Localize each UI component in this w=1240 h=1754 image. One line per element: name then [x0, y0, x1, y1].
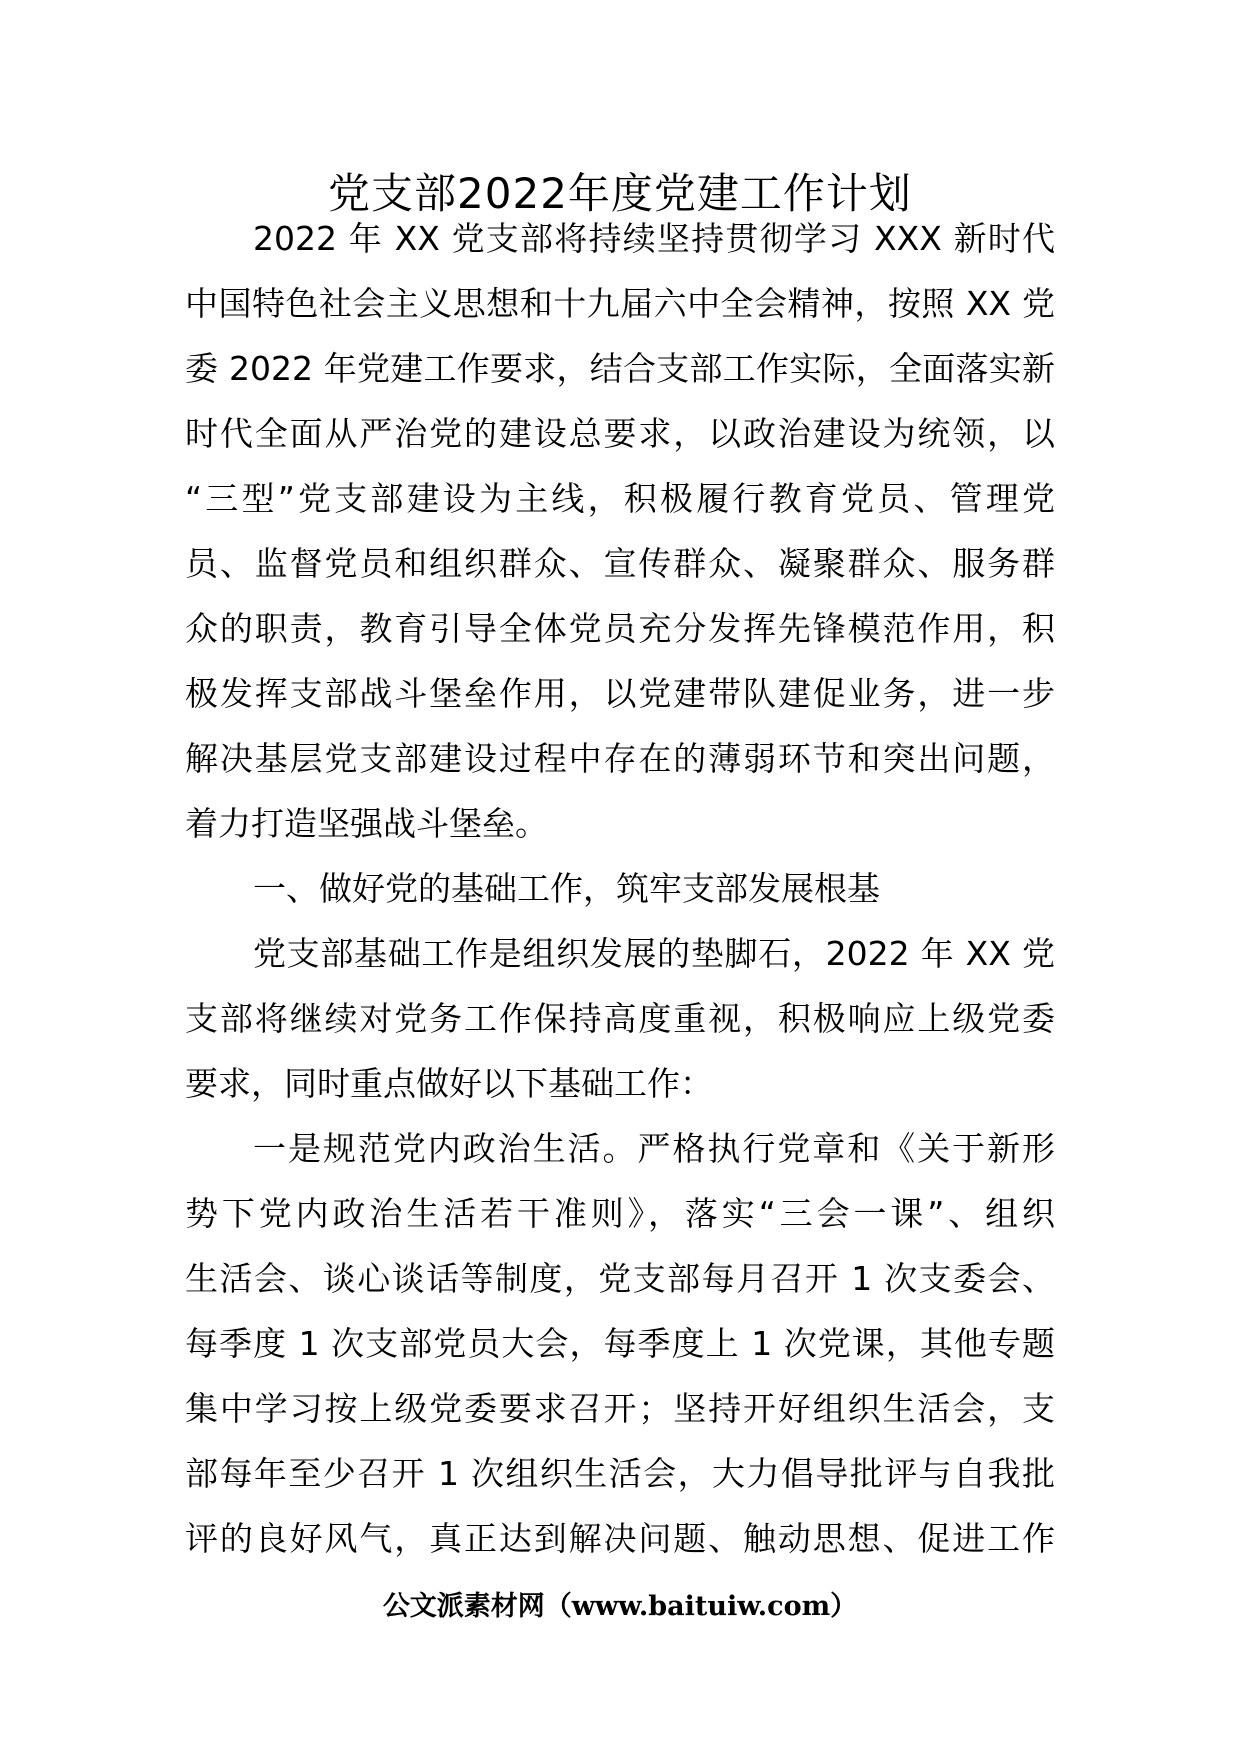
text-line: 极发挥支部战斗堡垒作用，以党建带队建促业务，进一步: [185, 674, 1055, 713]
text-line: 势下党内政治生活若干准则》，落实“三会一课”、组织: [185, 1194, 1055, 1233]
document-title: 党支部2022年度党建工作计划: [328, 169, 912, 218]
text-line: 部每年至少召开 1 次组织生活会，大力倡导批评与自我批: [185, 1454, 1055, 1493]
text-line: 员、监督党员和组织群众、宣传群众、凝聚群众、服务群: [185, 544, 1055, 583]
paragraph-political-life: [185, 1116, 1055, 1571]
paragraph-intro: [185, 206, 1055, 856]
text-line: 生活会、谈心谈话等制度，党支部每月召开 1 次支委会、: [185, 1259, 1055, 1298]
text-line: 党支部基础工作是组织发展的垫脚石，2022 年 XX 党: [253, 934, 1055, 973]
text-line: “三型”党支部建设为主线，积极履行教育党员、管理党: [185, 479, 1055, 518]
text-line: 评的良好风气，真正达到解决问题、触动思想、促进工作: [185, 1519, 1055, 1558]
text-line: 每季度 1 次支部党员大会，每季度上 1 次党课，其他专题: [185, 1324, 1055, 1363]
paragraph-foundation: [185, 921, 1055, 1116]
section-heading: [185, 856, 1055, 921]
text-line: 2022 年 XX 党支部将持续坚持贯彻学习 XXX 新时代: [253, 219, 1055, 258]
text-line: 着力打造坚强战斗堡垒。: [185, 804, 548, 843]
text-line: 中国特色社会主义思想和十九届六中全会精神，按照 XX 党: [185, 284, 1055, 323]
text-line: 委 2022 年党建工作要求，结合支部工作实际，全面落实新: [185, 349, 1055, 388]
document-body: [185, 206, 1055, 1571]
footer-watermark: 公文派素材网（www.baituiw.com）: [382, 1591, 858, 1622]
text-line: 众的职责，教育引导全体党员充分发挥先锋模范作用，积: [185, 609, 1055, 648]
text-line: 要求，同时重点做好以下基础工作：: [185, 1064, 713, 1103]
text-line: 解决基层党支部建设过程中存在的薄弱环节和突出问题，: [185, 739, 1055, 778]
text-line: 支部将继续对党务工作保持高度重视，积极响应上级党委: [185, 999, 1055, 1038]
text-line: 时代全面从严治党的建设总要求，以政治建设为统领，以: [185, 414, 1055, 453]
section-heading-line: 一、做好党的基础工作，筑牢支部发展根基: [253, 869, 880, 908]
text-line: 集中学习按上级党委要求召开；坚持开好组织生活会，支: [185, 1389, 1055, 1428]
text-line: 一是规范党内政治生活。严格执行党章和《关于新形: [253, 1129, 1055, 1168]
